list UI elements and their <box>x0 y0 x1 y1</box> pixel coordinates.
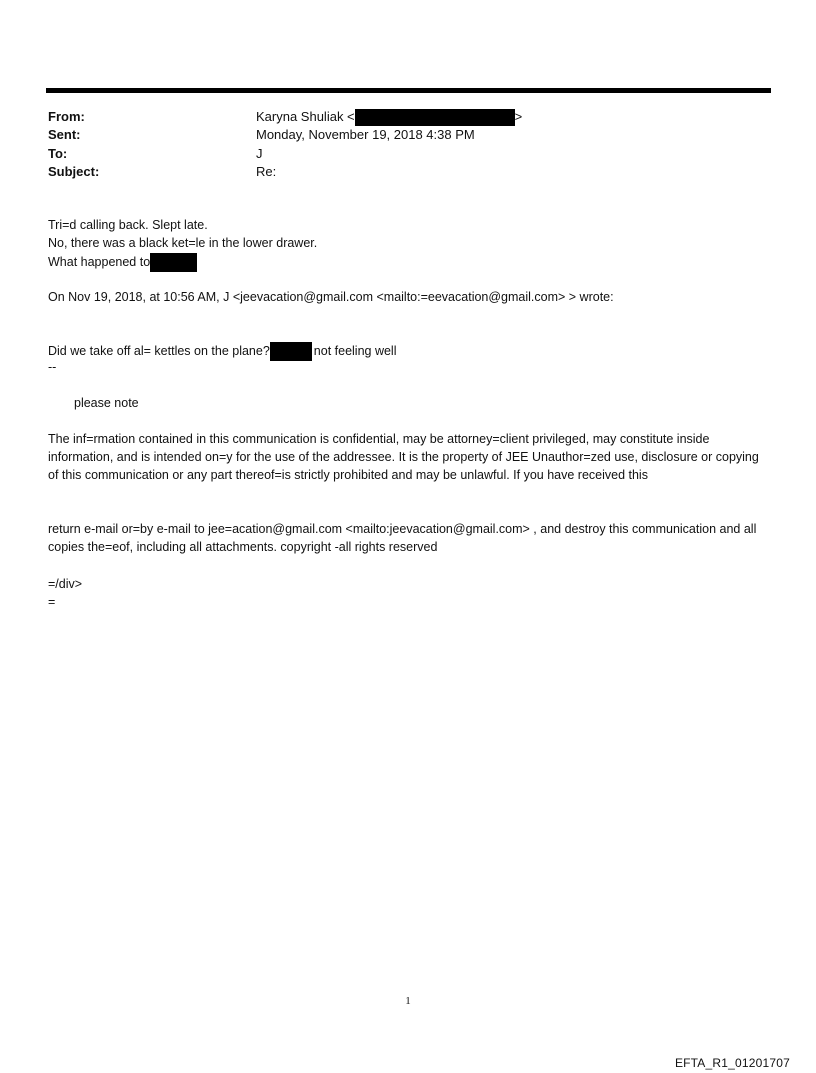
subject-label: Subject: <box>48 164 100 179</box>
page-number: 1 <box>405 995 411 1007</box>
subject-value: Re: <box>256 164 277 179</box>
reply-line-3-text: What happened to <box>48 254 151 269</box>
reply-line-2: No, there was a black ket=le in the lower drawer. <box>48 236 318 250</box>
disclaimer-paragraph-2: return e-mail or=by e-mail to jee=acation@gmail.com <mailto:jeevacation@gmail.com> , and destroy this communication and all copies the=eof, including all attachments. copyright -all rights reserved <box>48 522 757 554</box>
from-label: From: <box>48 109 85 124</box>
from-close: > <box>514 109 523 124</box>
redaction-block <box>150 253 197 272</box>
original-part-2: not feeling well <box>313 343 397 358</box>
original-part-1: Did we take off al= kettles on the plane? <box>48 343 270 358</box>
from-name: Karyna Shuliak < <box>256 109 355 124</box>
document-id: EFTA_R1_01201707 <box>674 1056 790 1070</box>
reply-line-1: Tri=d calling back. Slept late. <box>48 218 208 232</box>
disclaimer-paragraph-1: The inf=rmation contained in this communication is confidential, may be attorney=client privileged, may constitute inside information, and is intended on=y for the use of the addressee. It is the property of JEE Unauthor=zed use, disclosure or copying of this communication or any part thereof=is strictly prohibited and may be unlawful. If you have received this <box>48 432 759 482</box>
sent-label: Sent: <box>48 127 81 142</box>
trailer-line-1: =/div> <box>48 577 83 591</box>
header-rule <box>46 88 771 93</box>
redaction-block <box>270 342 312 361</box>
sent-value: Monday, November 19, 2018 4:38 PM <box>256 127 475 142</box>
reply-line-3 <box>48 253 197 272</box>
original-line <box>48 342 397 361</box>
quote-header: On Nov 19, 2018, at 10:56 AM, J <jeevacation@gmail.com <mailto:=eevacation@gmail.com> > wrote: <box>48 290 614 304</box>
from-value <box>256 108 522 126</box>
to-value: J <box>256 146 263 161</box>
redaction-block <box>355 109 515 126</box>
signature-separator: -- <box>48 360 57 374</box>
to-label: To: <box>48 146 68 161</box>
trailer-line-2: = <box>48 595 56 609</box>
please-note: please note <box>74 396 139 410</box>
